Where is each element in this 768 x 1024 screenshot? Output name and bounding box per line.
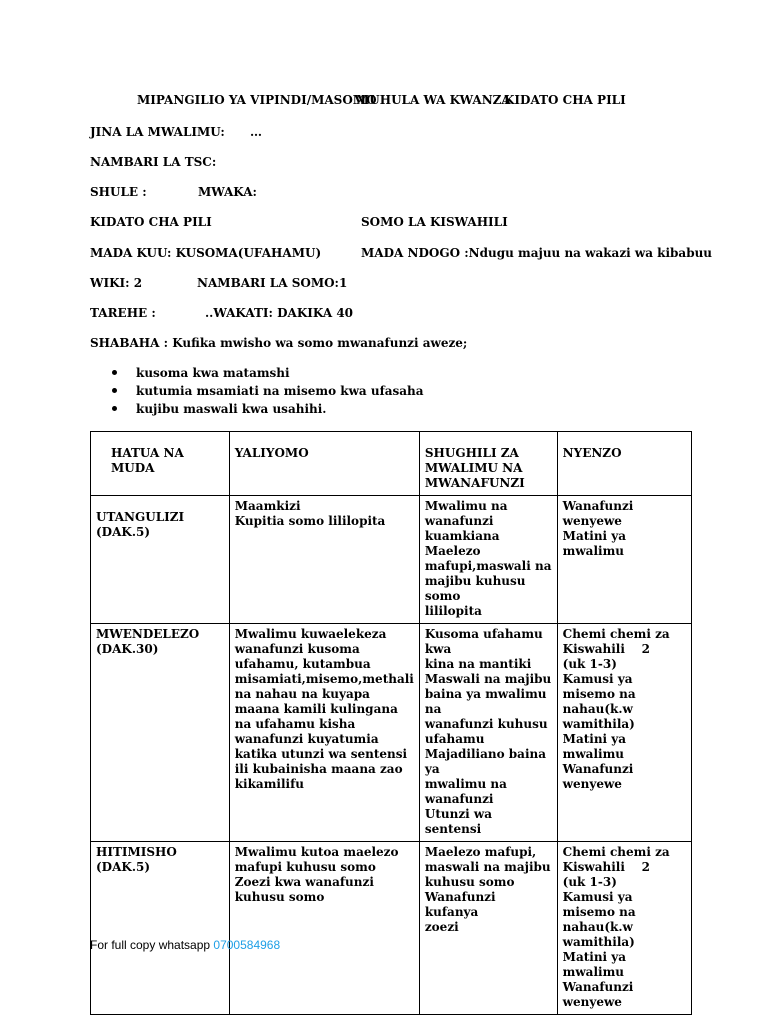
tsc-number-label: NAMBARI LA TSC: xyxy=(90,155,217,169)
table-row xyxy=(91,842,692,1015)
school-label: SHULE : xyxy=(90,185,147,199)
list-item: kutumia msamiati na misemo kwa ufasaha xyxy=(112,382,424,400)
stage-cell: UTANGULIZI (DAK.5) xyxy=(91,496,230,624)
teacher-name-value: … xyxy=(250,125,262,139)
content-cell: Mwalimu kuwaelekeza wanafunzi kusoma ufahamu, kutambua misamiati,misemo,methali na nahau na kuyapa maana kamili kulingana na ufahamu kisha wanafunzi kuyatumia katika utunzi wa sentensi ili kubainisha maana zao kikamilifu xyxy=(229,624,419,842)
title-part-1: MIPANGILIO YA VIPINDI/MASOMO xyxy=(137,93,377,107)
stage-cell: MWENDELEZO (DAK.30) xyxy=(91,624,230,842)
week-label: WIKI: 2 xyxy=(90,276,143,290)
teacher-name-label: JINA LA MWALIMU: xyxy=(90,125,225,139)
title-part-3: KIDATO CHA PILI xyxy=(504,93,626,107)
resources-cell: Chemi chemi za Kiswahili 2 (uk 1-3) Kamusi ya misemo na nahau(k.w wamithila) Matini ya mwalimu Wanafunzi wenyewe xyxy=(557,842,691,1015)
header-content: YALIYOMO xyxy=(229,432,419,496)
objectives-list xyxy=(112,364,424,418)
bullet-icon xyxy=(112,370,117,375)
time-label: ..WAKATI: DAKIKA 40 xyxy=(205,306,354,320)
content-cell: Mwalimu kutoa maelezo mafupi kuhusu somo Zoezi kwa wanafunzi kuhusu somo xyxy=(229,842,419,1015)
header-activities: SHUGHILI ZA MWALIMU NA MWANAFUNZI xyxy=(419,432,557,496)
date-label: TAREHE : xyxy=(90,306,156,320)
list-item: kusoma kwa matamshi xyxy=(112,364,424,382)
subject-label: SOMO LA KISWAHILI xyxy=(361,215,508,229)
resources-cell: Chemi chemi za Kiswahili 2 (uk 1-3) Kamusi ya misemo na nahau(k.w wamithila) Matini ya mwalimu Wanafunzi wenyewe xyxy=(557,624,691,842)
whatsapp-phone-link[interactable]: 0700584968 xyxy=(213,938,281,952)
footer-text: For full copy whatsapp xyxy=(90,938,214,952)
resources-cell: Wanafunzi wenyewe Matini ya mwalimu xyxy=(557,496,691,624)
bullet-icon xyxy=(112,406,117,411)
lesson-number-label: NAMBARI LA SOMO:1 xyxy=(197,276,348,290)
form-label: KIDATO CHA PILI xyxy=(90,215,212,229)
table-header-row xyxy=(91,432,692,496)
activities-cell: Kusoma ufahamu kwa kina na mantiki Maswali na majibu baina ya mwalimu na wanafunzi kuhusu ufahamu Majadiliano baina ya mwalimu na wanafunzi Utunzi wa sentensi xyxy=(419,624,557,842)
year-label: MWAKA: xyxy=(198,185,257,199)
objective-intro: SHABAHA : Kufika mwisho wa somo mwanafunzi aweze; xyxy=(90,336,468,350)
header-resources: NYENZO xyxy=(557,432,691,496)
lesson-plan-table xyxy=(90,431,692,1015)
content-cell: Maamkizi Kupitia somo lililopita xyxy=(229,496,419,624)
main-topic: MADA KUU: KUSOMA(UFAHAMU) xyxy=(90,246,322,260)
table-row xyxy=(91,496,692,624)
activities-cell: Maelezo mafupi, maswali na majibu kuhusu somo Wanafunzi kufanya zoezi xyxy=(419,842,557,1015)
bullet-icon xyxy=(112,388,117,393)
activities-cell: Mwalimu na wanafunzi kuamkiana Maelezo mafupi,maswali na majibu kuhusu somo lililopita xyxy=(419,496,557,624)
footer-note xyxy=(90,938,280,952)
table-row xyxy=(91,624,692,842)
title-part-2: MUHULA WA KWANZA xyxy=(356,93,511,107)
list-item: kujibu maswali kwa usahihi. xyxy=(112,400,424,418)
header-stage: HATUA NA MUDA xyxy=(91,432,230,496)
stage-cell: HITIMISHO (DAK.5) xyxy=(91,842,230,1015)
sub-topic: MADA NDOGO :Ndugu majuu na wakazi wa kibabuu xyxy=(361,246,713,260)
